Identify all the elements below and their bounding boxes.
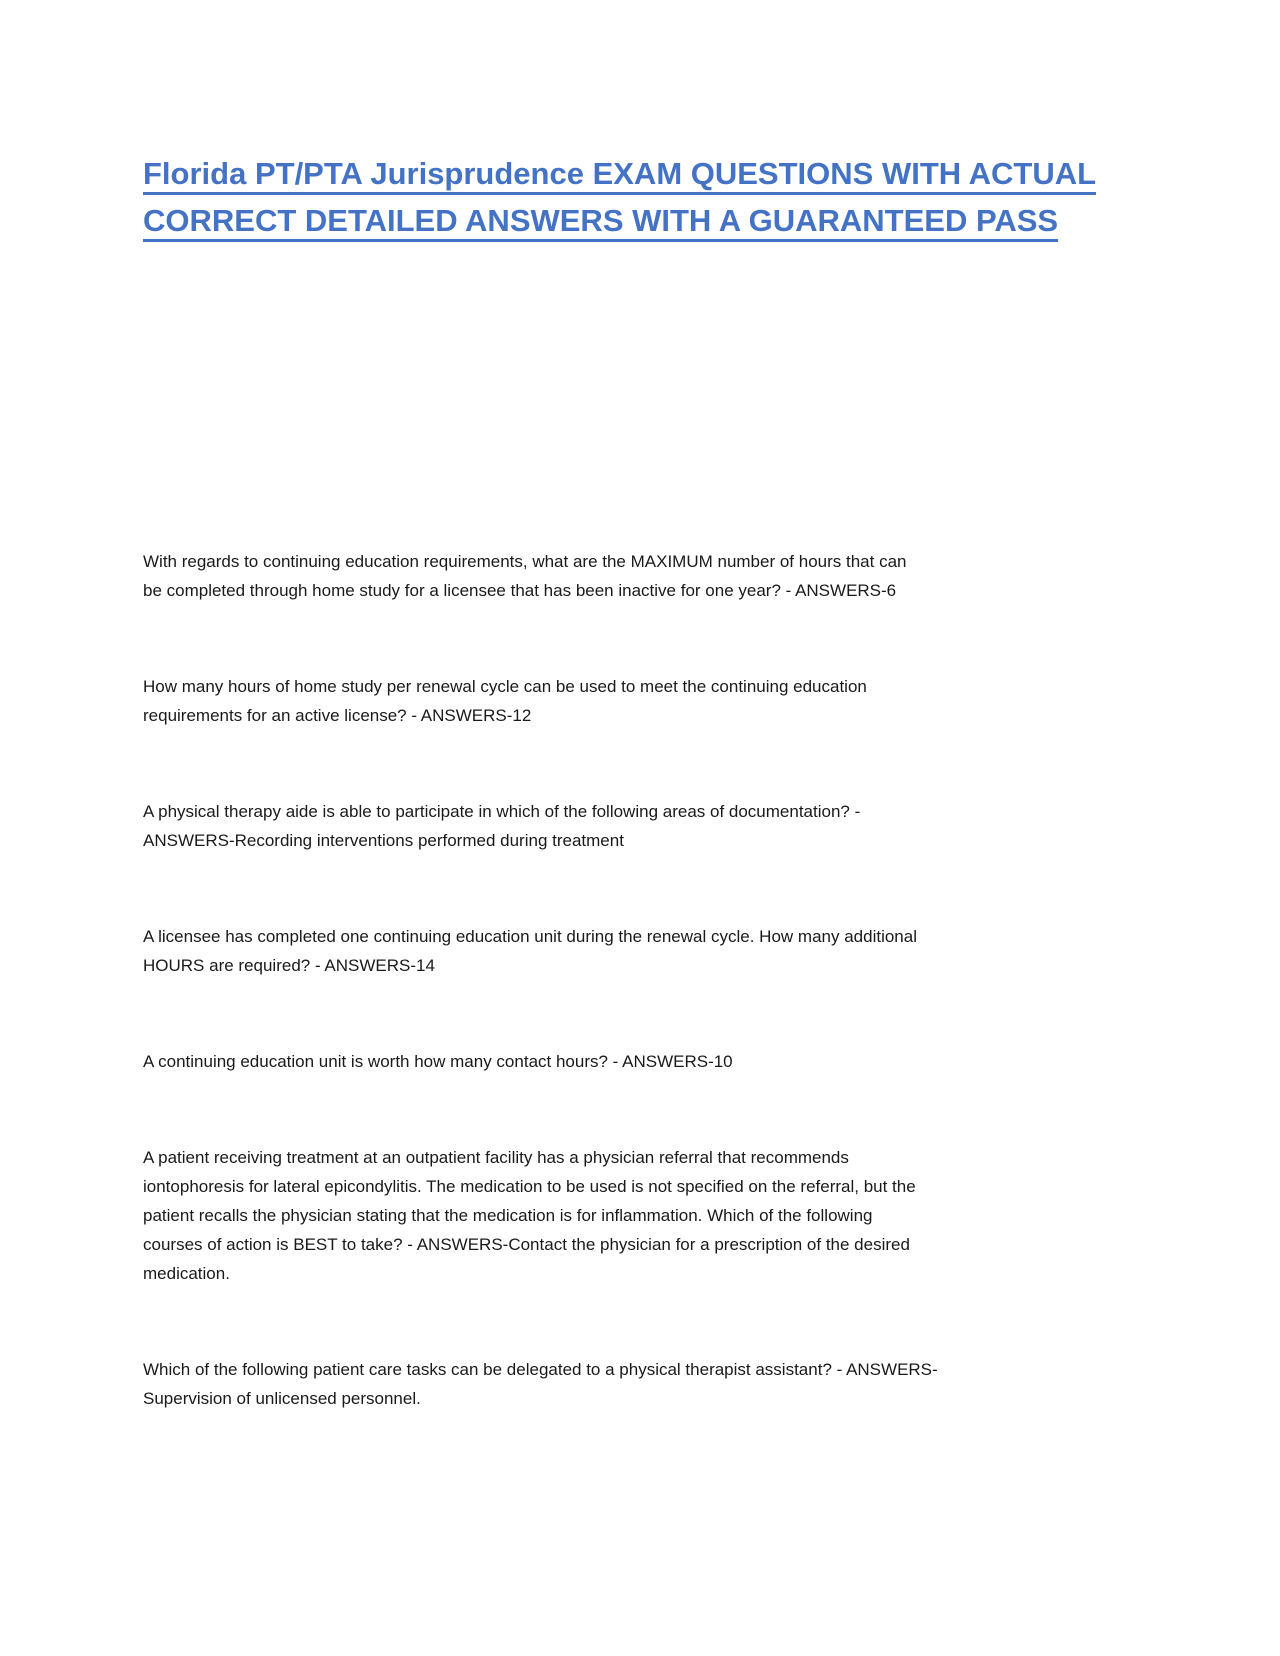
- qa-paragraph: [143, 797, 1180, 855]
- text-line: HOURS are required? - ANSWERS-14: [143, 956, 435, 975]
- qa-paragraph: [143, 1143, 1180, 1288]
- text-line: A physical therapy aide is able to participate in which of the following areas of documentation? -: [143, 802, 861, 821]
- text-line: A patient receiving treatment at an outpatient facility has a physician referral that recommends: [143, 1148, 849, 1167]
- qa-paragraph: [143, 672, 1180, 730]
- text-line: A licensee has completed one continuing education unit during the renewal cycle. How many additional: [143, 927, 917, 946]
- qa-paragraph: [143, 922, 1180, 980]
- text-line: iontophoresis for lateral epicondylitis. The medication to be used is not specified on the referral, but the: [143, 1177, 916, 1196]
- text-line: ANSWERS-Recording interventions performed during treatment: [143, 831, 624, 850]
- qa-paragraph: [143, 1047, 1180, 1076]
- text-line: requirements for an active license? - ANSWERS-12: [143, 706, 532, 725]
- text-line: With regards to continuing education requirements, what are the MAXIMUM number of hours that can: [143, 552, 907, 571]
- text-line: Supervision of unlicensed personnel.: [143, 1389, 421, 1408]
- text-line: be completed through home study for a licensee that has been inactive for one year? - ANSWERS-6: [143, 581, 897, 600]
- text-line: patient recalls the physician stating that the medication is for inflammation. Which of the following: [143, 1206, 873, 1225]
- title-line: Florida PT/PTA Jurisprudence EXAM QUESTIONS WITH ACTUAL: [143, 156, 1097, 191]
- title-line: CORRECT DETAILED ANSWERS WITH A GUARANTEED PASS: [143, 203, 1059, 238]
- document-body: [143, 547, 1180, 1413]
- text-line: courses of action is BEST to take? - ANSWERS-Contact the physician for a prescription of the desired: [143, 1235, 910, 1254]
- document-title: [143, 150, 1180, 244]
- text-line: How many hours of home study per renewal cycle can be used to meet the continuing education: [143, 677, 867, 696]
- qa-paragraph: [143, 547, 1180, 605]
- text-line: Which of the following patient care tasks can be delegated to a physical therapist assistant? - ANSWERS-: [143, 1360, 938, 1379]
- qa-paragraph: [143, 1355, 1180, 1413]
- text-line: A continuing education unit is worth how many contact hours? - ANSWERS-10: [143, 1052, 733, 1071]
- text-line: medication.: [143, 1264, 230, 1283]
